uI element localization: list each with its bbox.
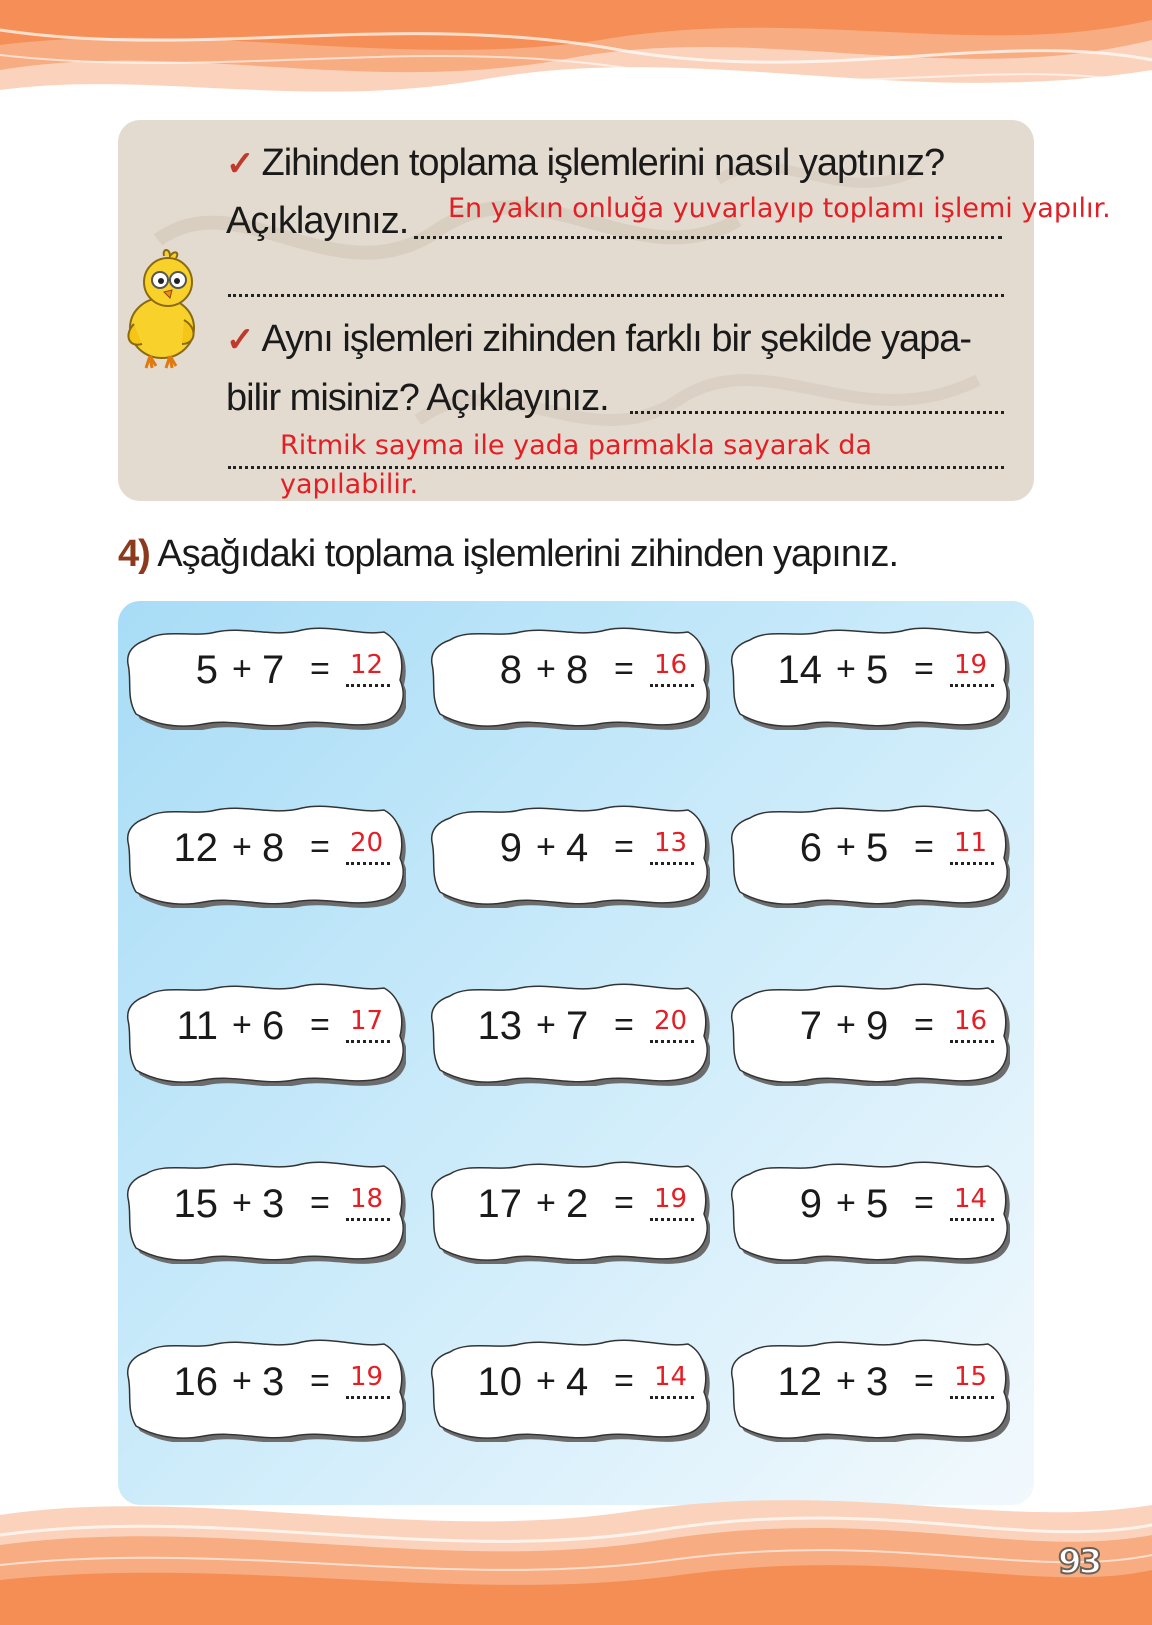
addend-a: 12 [173,826,218,870]
plus-sign: + [232,1006,252,1044]
check-mark-icon: ✓ [226,145,254,183]
question-1-line-1 [226,142,944,185]
addition-expression [124,624,406,730]
equals-sign: = [614,650,634,688]
handwritten-answer: 18 [350,1184,384,1214]
question-1-answer: En yakın onluğa yuvarlayıp toplamı işlemi yapılır. [448,193,1111,224]
plus-sign: + [536,650,556,688]
plus-sign: + [536,828,556,866]
addition-expression [728,980,1010,1086]
question-2-answer-line-2: yapılabilir. [280,469,419,500]
addition-expression [124,1158,406,1264]
addition-expression [728,1158,1010,1264]
addition-cloud-7 [124,980,406,1086]
answer-blank [950,862,994,865]
addition-expression [428,802,710,908]
equals-sign: = [914,1362,934,1400]
plus-sign: + [232,1362,252,1400]
answer-blank [950,1218,994,1221]
answer-blank [650,1218,694,1221]
addend-b: 7 [262,648,285,692]
question-1-line-2: Açıklayınız. [226,200,409,242]
addend-a: 6 [799,826,822,870]
addend-b: 4 [566,1360,589,1404]
plus-sign: + [836,1362,856,1400]
equals-sign: = [914,828,934,866]
addition-cloud-5 [428,802,710,908]
answer-blank [950,684,994,687]
answer-blank [346,862,390,865]
equals-sign: = [310,828,330,866]
plus-sign: + [536,1184,556,1222]
handwritten-answer: 13 [654,828,688,858]
addition-expression [728,802,1010,908]
equals-sign: = [310,1006,330,1044]
bottom-wave-decoration [0,1485,1152,1625]
handwritten-answer: 16 [954,1006,988,1036]
addition-cloud-12 [728,1158,1010,1264]
addition-cloud-1 [124,624,406,730]
addend-b: 3 [866,1360,889,1404]
addend-b: 5 [866,648,889,692]
addition-expression [124,802,406,908]
question-2-text: Aynı işlemleri zihinden farklı bir şekilde yapa- [261,318,972,360]
addend-b: 5 [866,826,889,870]
exercise-instruction [118,533,898,576]
equals-sign: = [914,1006,934,1044]
addend-b: 8 [262,826,285,870]
addition-cloud-11 [428,1158,710,1264]
answer-blank [346,1218,390,1221]
equals-sign: = [914,1184,934,1222]
top-wave-decoration [0,0,1152,120]
equals-sign: = [614,1362,634,1400]
handwritten-answer: 14 [654,1362,688,1392]
handwritten-answer: 19 [350,1362,384,1392]
handwritten-answer: 20 [654,1006,688,1036]
question-2-line-1 [226,318,971,361]
exercise-instruction-text: Aşağıdaki toplama işlemlerini zihinden yapınız. [157,533,899,575]
exercise-number: 4) [118,533,150,575]
equals-sign: = [614,1006,634,1044]
addend-a: 14 [777,648,822,692]
addend-a: 13 [477,1004,522,1048]
addition-expression [428,624,710,730]
answer-dotted-line [228,294,1004,297]
addend-b: 9 [866,1004,889,1048]
plus-sign: + [232,828,252,866]
answer-blank [650,1396,694,1399]
addend-a: 11 [176,1004,218,1048]
equals-sign: = [914,650,934,688]
handwritten-answer: 19 [954,650,988,680]
answer-dotted-line [414,236,1002,239]
answer-blank [950,1040,994,1043]
addend-b: 5 [866,1182,889,1226]
plus-sign: + [836,650,856,688]
addition-expression [124,980,406,1086]
addend-a: 12 [777,1360,822,1404]
equals-sign: = [310,650,330,688]
answer-blank [650,862,694,865]
addend-a: 5 [195,648,218,692]
addition-cloud-4 [124,802,406,908]
addend-b: 2 [566,1182,589,1226]
addend-b: 3 [262,1360,285,1404]
equals-sign: = [310,1184,330,1222]
answer-blank [346,684,390,687]
addition-cloud-2 [428,624,710,730]
page-number: 93 [1058,1542,1100,1582]
plus-sign: + [836,1006,856,1044]
answer-blank [650,684,694,687]
addition-cloud-14 [428,1336,710,1442]
addition-expression [428,1158,710,1264]
addend-b: 7 [566,1004,589,1048]
addition-cloud-13 [124,1336,406,1442]
answer-blank [346,1396,390,1399]
addition-cloud-8 [428,980,710,1086]
addition-cloud-6 [728,802,1010,908]
addend-a: 15 [173,1182,218,1226]
question-2-answer-line-1: Ritmik sayma ile yada parmakla sayarak da [280,430,872,461]
addend-a: 9 [799,1182,822,1226]
handwritten-answer: 12 [350,650,384,680]
addition-expression [728,624,1010,730]
addend-a: 16 [173,1360,218,1404]
addition-cloud-3 [728,624,1010,730]
answer-blank [346,1040,390,1043]
chick-mascot-icon [124,248,204,370]
question-1-text: Zihinden toplama işlemlerini nasıl yaptınız? [261,142,945,184]
addend-b: 6 [262,1004,285,1048]
handwritten-answer: 14 [954,1184,988,1214]
handwritten-answer: 20 [350,828,384,858]
plus-sign: + [232,650,252,688]
handwritten-answer: 17 [350,1006,384,1036]
equals-sign: = [310,1362,330,1400]
answer-blank [650,1040,694,1043]
addend-a: 10 [477,1360,522,1404]
question-2-line-2: bilir misiniz? Açıklayınız. [226,377,609,419]
handwritten-answer: 16 [654,650,688,680]
addition-expression [728,1336,1010,1442]
answer-blank [950,1396,994,1399]
handwritten-answer: 15 [954,1362,988,1392]
addend-a: 9 [499,826,522,870]
plus-sign: + [536,1006,556,1044]
addend-a: 8 [499,648,522,692]
addition-expression [428,980,710,1086]
handwritten-answer: 11 [954,828,988,858]
handwritten-answer: 19 [654,1184,688,1214]
addend-b: 4 [566,826,589,870]
addend-b: 3 [262,1182,285,1226]
plus-sign: + [232,1184,252,1222]
plus-sign: + [836,828,856,866]
addition-expression [428,1336,710,1442]
plus-sign: + [536,1362,556,1400]
addition-cloud-15 [728,1336,1010,1442]
addend-a: 7 [799,1004,822,1048]
addition-cloud-9 [728,980,1010,1086]
answer-dotted-line [630,411,1004,414]
equals-sign: = [614,1184,634,1222]
addition-expression [124,1336,406,1442]
plus-sign: + [836,1184,856,1222]
addend-a: 17 [477,1182,522,1226]
check-mark-icon: ✓ [226,321,254,359]
addition-cloud-10 [124,1158,406,1264]
addend-b: 8 [566,648,589,692]
equals-sign: = [614,828,634,866]
